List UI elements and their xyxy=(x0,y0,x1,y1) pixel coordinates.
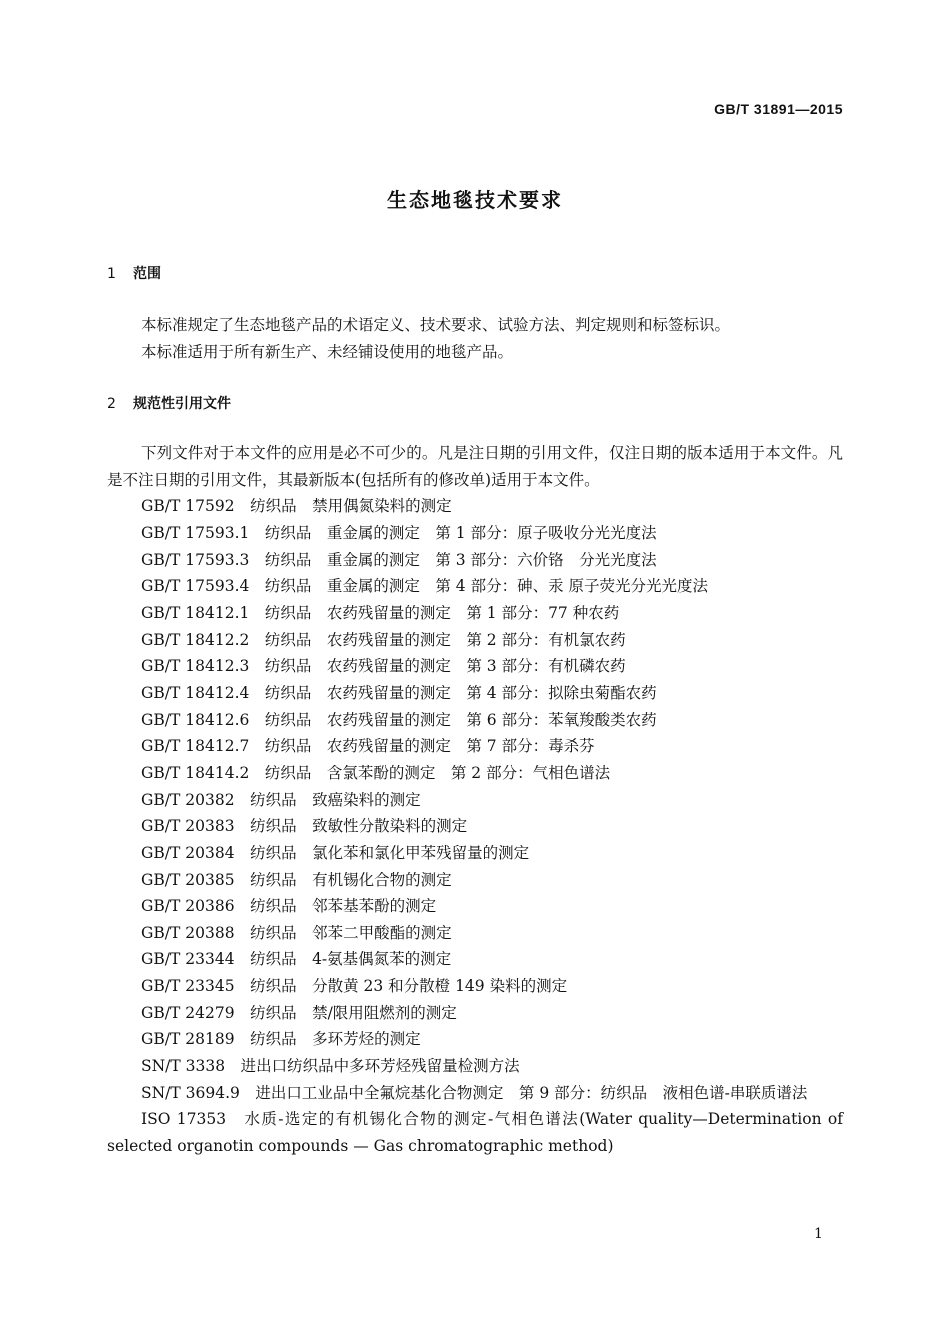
reference-item: GB/T 18412.6 纺织品 农药残留量的测定 第 6 部分：苯氧羧酸类农药 xyxy=(141,710,657,729)
reference-item: ISO 17353 水质-选定的有机锡化合物的测定-气相色谱法(Water quality—Determination of selected organotin compounds — Gas chromatographic method) xyxy=(107,1110,843,1156)
reference-list xyxy=(107,493,843,1159)
reference-item: GB/T 17593.4 纺织品 重金属的测定 第 4 部分：砷、汞 原子荧光分光光度法 xyxy=(141,577,709,596)
paragraph: 本标准规定了生态地毯产品的术语定义、技术要求、试验方法、判定规则和标签标识。 xyxy=(141,316,731,334)
intro-paragraph: 下列文件对于本文件的应用是必不可少的。凡是注日期的引用文件，仅注日期的版本适用于本文件。凡是不注日期的引用文件，其最新版本(包括所有的修改单)适用于本文件。 xyxy=(107,444,843,489)
section-2-body xyxy=(107,440,843,1160)
section-title: 规范性引用文件 xyxy=(133,396,231,412)
reference-item: GB/T 24279 纺织品 禁/限用阻燃剂的测定 xyxy=(141,1003,457,1022)
reference-item: GB/T 20386 纺织品 邻苯基苯酚的测定 xyxy=(141,897,437,916)
reference-item: GB/T 20382 纺织品 致癌染料的测定 xyxy=(141,790,421,809)
reference-item: GB/T 18412.4 纺织品 农药残留量的测定 第 4 部分：拟除虫菊酯农药 xyxy=(141,683,657,702)
section-1-heading xyxy=(107,263,161,283)
document-title: 生态地毯技术要求 xyxy=(387,188,563,212)
reference-item: GB/T 20388 纺织品 邻苯二甲酸酯的测定 xyxy=(141,923,452,942)
reference-item: GB/T 28189 纺织品 多环芳烃的测定 xyxy=(141,1030,421,1049)
reference-item: SN/T 3694.9 进出口工业品中全氟烷基化合物测定 第 9 部分：纺织品 液相色谱-串联质谱法 xyxy=(141,1083,808,1102)
section-2-heading xyxy=(107,393,231,413)
reference-item: GB/T 20384 纺织品 氯化苯和氯化甲苯残留量的测定 xyxy=(141,843,530,862)
section-number: 2 xyxy=(107,396,116,412)
reference-item: GB/T 23344 纺织品 4-氨基偶氮苯的测定 xyxy=(141,950,452,969)
reference-item: GB/T 23345 纺织品 分散黄 23 和分散橙 149 染料的测定 xyxy=(141,977,568,996)
reference-item: GB/T 18412.1 纺织品 农药残留量的测定 第 1 部分：77 种农药 xyxy=(141,603,620,622)
paragraph: 本标准适用于所有新生产、未经铺设使用的地毯产品。 xyxy=(141,342,514,361)
reference-item: GB/T 18414.2 纺织品 含氯苯酚的测定 第 2 部分：气相色谱法 xyxy=(141,763,611,782)
reference-item: GB/T 20383 纺织品 致敏性分散染料的测定 xyxy=(141,817,468,836)
reference-item: GB/T 18412.7 纺织品 农药残留量的测定 第 7 部分：毒杀芬 xyxy=(141,737,595,756)
reference-item: SN/T 3338 进出口纺织品中多环芳烃残留量检测方法 xyxy=(141,1057,520,1076)
section-1-body xyxy=(107,312,843,365)
reference-item: GB/T 18412.2 纺织品 农药残留量的测定 第 2 部分：有机氯农药 xyxy=(141,630,626,649)
section-number: 1 xyxy=(107,266,116,282)
standard-number: GB/T 31891—2015 xyxy=(714,101,843,117)
reference-item: GB/T 17593.3 纺织品 重金属的测定 第 3 部分：六价铬 分光光度法 xyxy=(141,550,657,569)
reference-item: GB/T 17593.1 纺织品 重金属的测定 第 1 部分：原子吸收分光光度法 xyxy=(141,523,657,542)
section-title: 范围 xyxy=(133,266,161,282)
page-number: 1 xyxy=(814,1226,823,1242)
reference-item: GB/T 20385 纺织品 有机锡化合物的测定 xyxy=(141,870,452,889)
reference-item: GB/T 17592 纺织品 禁用偶氮染料的测定 xyxy=(141,497,452,516)
reference-item: GB/T 18412.3 纺织品 农药残留量的测定 第 3 部分：有机磷农药 xyxy=(141,657,626,676)
